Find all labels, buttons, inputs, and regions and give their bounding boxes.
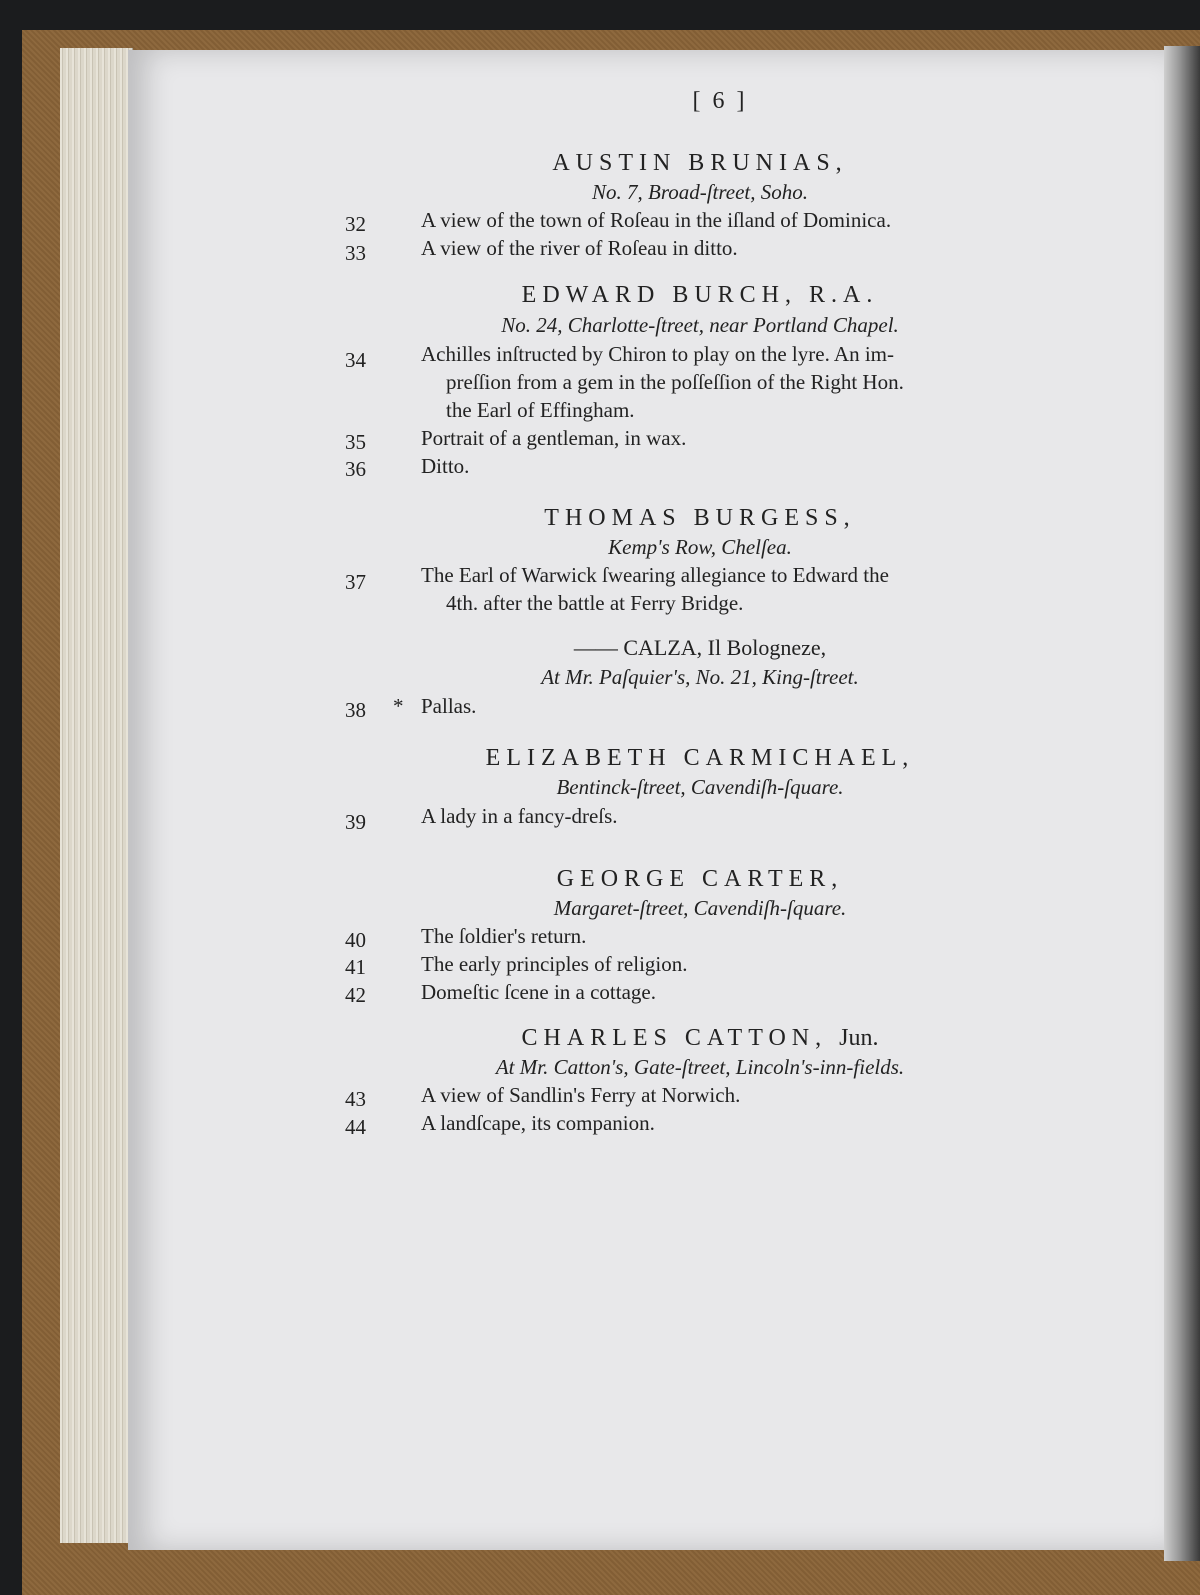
work-number: 32 xyxy=(345,212,366,236)
work-title: The ſoldier's return. xyxy=(421,924,587,948)
artist-name: CHARLES CATTON, xyxy=(521,1025,828,1051)
star-mark: * xyxy=(393,694,404,718)
artist-address: Kemp's Row, Chelſea. xyxy=(608,535,792,559)
artist-name-row xyxy=(300,1025,1100,1052)
artist-address: At Mr. Paſquier's, No. 21, King-ſtreet. xyxy=(541,665,859,689)
artist-name: ELIZABETH CARMICHAEL, xyxy=(485,745,915,771)
work-title: Domeſtic ſcene in a cottage. xyxy=(421,980,656,1004)
work-number: 42 xyxy=(345,983,366,1007)
artist-name: —— CALZA, Il Bologneze, xyxy=(573,635,827,660)
work-number: 35 xyxy=(345,430,366,454)
artist-name: EDWARD BURCH, R.A. xyxy=(521,282,879,308)
work-title: Portrait of a gentleman, in wax. xyxy=(421,426,687,450)
artist-suffix: Jun. xyxy=(839,1025,879,1051)
artist-name: AUSTIN BRUNIAS, xyxy=(552,150,848,176)
work-number: 40 xyxy=(345,928,366,952)
work-number: 39 xyxy=(345,810,366,834)
artist-address: At Mr. Catton's, Gate-ſtreet, Lincoln's-inn-fields. xyxy=(495,1055,905,1079)
work-title: The early principles of religion. xyxy=(421,952,688,976)
artist-name: THOMAS BURGESS, xyxy=(544,505,856,531)
artist-address: Margaret-ſtreet, Cavendiſh-ſquare. xyxy=(553,896,847,920)
work-number: 43 xyxy=(345,1087,366,1111)
artist-address: No. 7, Broad-ſtreet, Soho. xyxy=(591,180,808,204)
work-title-line: preſſion from a gem in the poſſeſſion of the Right Hon. xyxy=(446,370,904,394)
work-title: A view of the river of Roſeau in ditto. xyxy=(421,236,738,260)
work-number: 36 xyxy=(345,457,366,481)
work-number: 41 xyxy=(345,955,366,979)
work-title: Pallas. xyxy=(421,694,477,718)
page-number: [ 6 ] xyxy=(692,88,748,114)
work-title-line: 4th. after the battle at Ferry Bridge. xyxy=(446,591,744,615)
work-number: 37 xyxy=(345,570,366,594)
artist-address: No. 24, Charlotte-ſtreet, near Portland Chapel. xyxy=(501,313,899,337)
work-title: A landſcape, its companion. xyxy=(421,1111,655,1135)
work-title-line: Achilles inſtructed by Chiron to play on the lyre. An im- xyxy=(421,342,895,366)
artist-address: Bentinck-ſtreet, Cavendiſh-ſquare. xyxy=(556,775,844,799)
artist-name: GEORGE CARTER, xyxy=(556,866,844,892)
work-title: Ditto. xyxy=(421,454,470,478)
work-number: 34 xyxy=(345,348,366,372)
catalogue-page xyxy=(128,50,1164,1550)
work-number: 33 xyxy=(345,241,366,265)
work-title: A view of Sandlin's Ferry at Norwich. xyxy=(421,1083,741,1107)
facing-page-edge xyxy=(1164,46,1200,1561)
page-edges xyxy=(60,48,133,1543)
work-number: 38 xyxy=(345,698,366,722)
work-title-line: The Earl of Warwick ſwearing allegiance to Edward the xyxy=(421,563,889,587)
work-title-line: the Earl of Effingham. xyxy=(446,398,635,422)
work-title: A lady in a fancy-dreſs. xyxy=(421,804,618,828)
work-number: 44 xyxy=(345,1115,366,1139)
work-title: A view of the town of Roſeau in the iſland of Dominica. xyxy=(421,208,892,232)
